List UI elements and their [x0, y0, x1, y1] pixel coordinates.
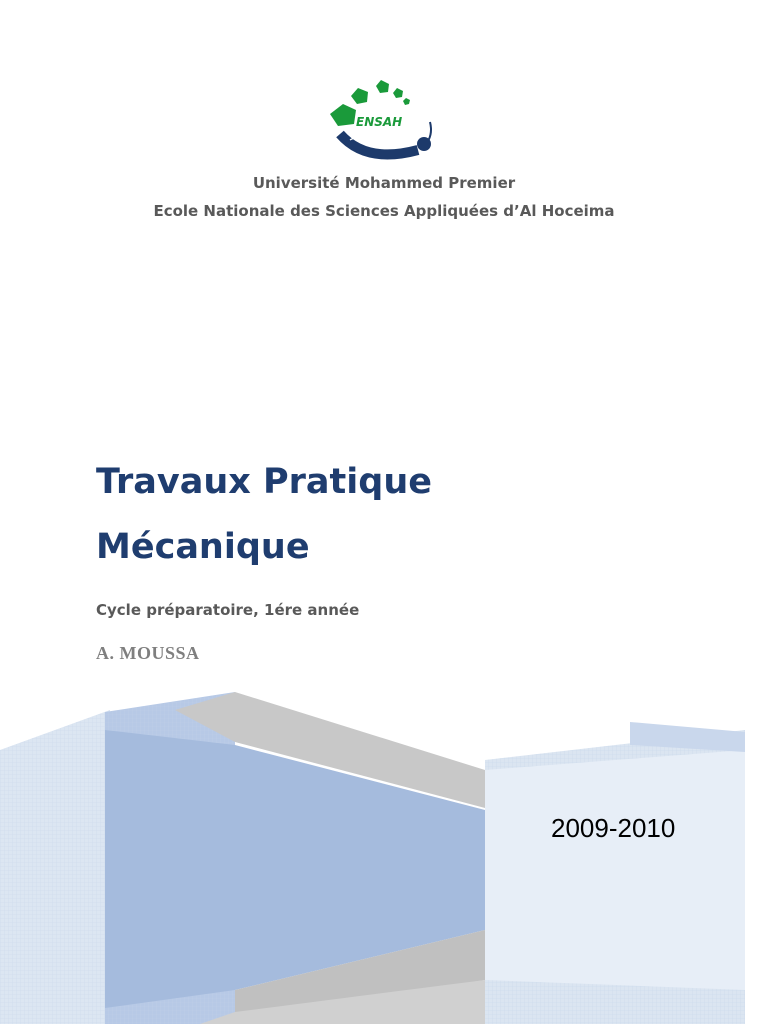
document-title-line2: Mécanique	[96, 527, 310, 567]
svg-text:ENSAH: ENSAH	[356, 115, 403, 129]
ensah-logo	[326, 78, 438, 168]
document-title-line1: Travaux Pratique	[96, 462, 432, 502]
logo-pentagon-xxsmall	[403, 98, 410, 105]
university-name: Université Mohammed Premier	[252, 174, 516, 192]
logo-pentagon-medium	[351, 88, 368, 104]
logo-pentagon-xsmall	[393, 88, 403, 98]
academic-year: 2009-2010	[551, 813, 676, 843]
decorative-band	[0, 690, 768, 1024]
school-name: Ecole Nationale des Sciences Appliquées d’Al Hoceima	[153, 202, 615, 220]
logo-pentagon-large	[330, 104, 356, 126]
document-author: A. MOUSSA	[96, 643, 200, 663]
logo-pentagon-small	[376, 80, 389, 93]
document-subtitle: Cycle préparatoire, 1ére année	[96, 601, 360, 619]
